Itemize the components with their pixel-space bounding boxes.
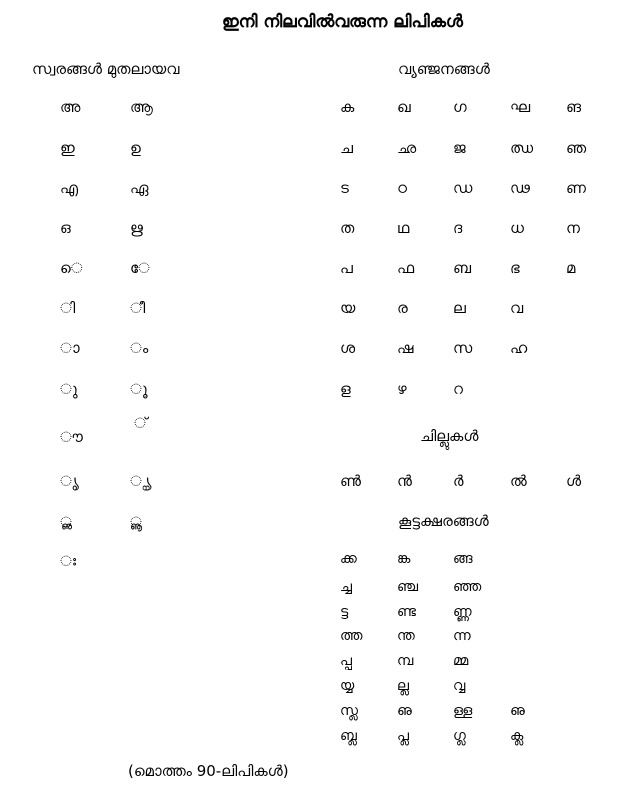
consonant-glyph: ഖ [397,98,411,116]
vowel-glyph: ൣ [130,513,143,531]
vowel-glyph: ൃ [60,472,79,490]
consonant-glyph: ഫ [397,259,415,277]
consonant-glyph: ത [340,219,355,237]
conjunct-glyph: ഗ്ല [453,728,466,744]
consonant-glyph: ഛ [397,139,417,157]
vowel-glyph: ൢ [60,513,73,531]
consonant-glyph: ച [340,139,353,157]
vowel-glyph: ം [130,339,149,357]
consonant-glyph: ര [397,299,408,317]
consonant-glyph: ജ [453,139,466,157]
chillu-glyph: ൾ [566,472,582,490]
conjunct-glyph: ള്ള [453,703,473,719]
conjunct-glyph: വ്വ [453,678,466,694]
total-count-note: (മൊത്തം 90-ലിപികൾ) [128,762,289,780]
chillu-glyph: ൽ [510,472,527,490]
consonant-glyph: ങ [566,98,582,116]
vowel-glyph: ഃ [60,552,77,570]
conjunct-glyph: സ്ല [340,703,358,719]
vowel-glyph: ീ [130,299,146,317]
conjunct-glyph: ഌ [510,703,525,719]
vowel-glyph: ി [60,299,76,317]
consonant-glyph: റ [453,380,463,398]
conjunct-glyph: ങ്ങ [453,551,473,567]
consonant-glyph: യ [340,299,356,317]
conjunct-glyph: ങ്ക [397,551,411,567]
chillu-heading: ചില്ലുകൾ [420,427,479,445]
consonant-glyph: ഴ [397,380,407,398]
vowels-heading: സ്വരങ്ങൾ മുതലായവ [32,60,180,78]
chillu-glyph: ൻ [397,472,412,490]
conjunct-glyph: ഞ്ഞ [453,579,482,595]
vowel-glyph: േ [130,259,151,277]
vowel-glyph: ഇ [60,139,75,157]
conjunct-glyph: പ്ല [397,728,409,744]
vowel-glyph: ു [60,380,78,398]
consonant-glyph: ഹ [510,339,528,357]
conjunct-glyph: ക്ല [510,728,524,744]
vowel-glyph: ാ [60,339,80,357]
conjunct-glyph: ത്ത [340,628,363,644]
vowel-glyph: ആ [130,98,153,116]
consonant-glyph: പ [340,259,353,277]
vowel-glyph: ഒ [60,219,71,237]
consonants-heading: വ്യഞ്ജനങ്ങൾ [398,60,490,78]
consonant-glyph: ഥ [397,219,410,237]
vowel-glyph: െ [60,259,83,277]
consonant-glyph: ഗ [453,98,467,116]
consonant-glyph: ഞ [566,139,587,157]
vowel-glyph: ൄ [130,472,152,490]
conjunct-glyph: ണ്ണ [453,604,472,620]
conjunct-glyph: ക്ക [340,551,357,567]
consonant-glyph: ഡ [453,179,473,197]
conjunct-glyph: യ്യ [340,678,355,694]
vowel-glyph: ഋ [130,219,143,237]
consonant-glyph: വ [510,299,524,317]
conjunct-glyph: ച്ച [340,579,352,595]
consonant-glyph: ന [566,219,580,237]
conjunct-glyph: ട്ട [340,604,349,620]
consonant-glyph: ള [340,380,351,398]
consonant-glyph: ഭ [510,259,520,277]
conjunct-glyph: ന്ത [397,628,415,644]
vowel-glyph: അ [60,98,81,116]
conjunct-glyph: മ്മ [453,653,469,669]
conjunct-glyph: ല്ല [397,678,409,694]
consonant-glyph: ധ [510,219,524,237]
consonant-glyph: ക [340,98,355,116]
consonant-glyph: ദ [453,219,463,237]
consonant-glyph: ല [453,299,466,317]
vowel-glyph: ഏ [130,179,149,197]
consonant-glyph: ഢ [510,179,530,197]
conjuncts-heading: കൂട്ടക്ഷരങ്ങൾ [398,512,489,530]
conjunct-glyph: പ്പ [340,653,352,669]
conjunct-glyph: ന്ന [453,628,471,644]
conjunct-glyph: ബ്ല [340,728,357,744]
consonant-glyph: ശ [340,339,356,357]
consonant-glyph: സ [453,339,473,357]
consonant-glyph: ണ [566,179,586,197]
vowel-glyph: ഉ [130,139,141,157]
page-title: ഇനി നിലവിൽവരുന്ന ലിപികൾ [222,12,463,32]
consonant-glyph: ഷ [397,339,414,357]
consonant-glyph: ട [340,179,349,197]
vowel-glyph: ് [134,414,148,432]
consonant-glyph: ഝ [510,139,534,157]
vowel-glyph: ൂ [130,380,148,398]
consonant-glyph: ഘ [510,98,531,116]
conjunct-glyph: മ്പ [397,653,414,669]
consonant-glyph: ഠ [397,179,407,197]
conjunct-glyph: ണ്ട [397,604,416,620]
chillu-glyph: ർ [453,472,464,490]
conjunct-glyph: ഞ്ച [397,579,419,595]
conjunct-glyph: ഌ [397,703,412,719]
consonant-glyph: ബ [453,259,472,277]
vowel-glyph: ൗ [60,428,83,446]
chillu-glyph: ൺ [340,472,362,490]
vowel-glyph: എ [60,179,79,197]
consonant-glyph: മ [566,259,576,277]
